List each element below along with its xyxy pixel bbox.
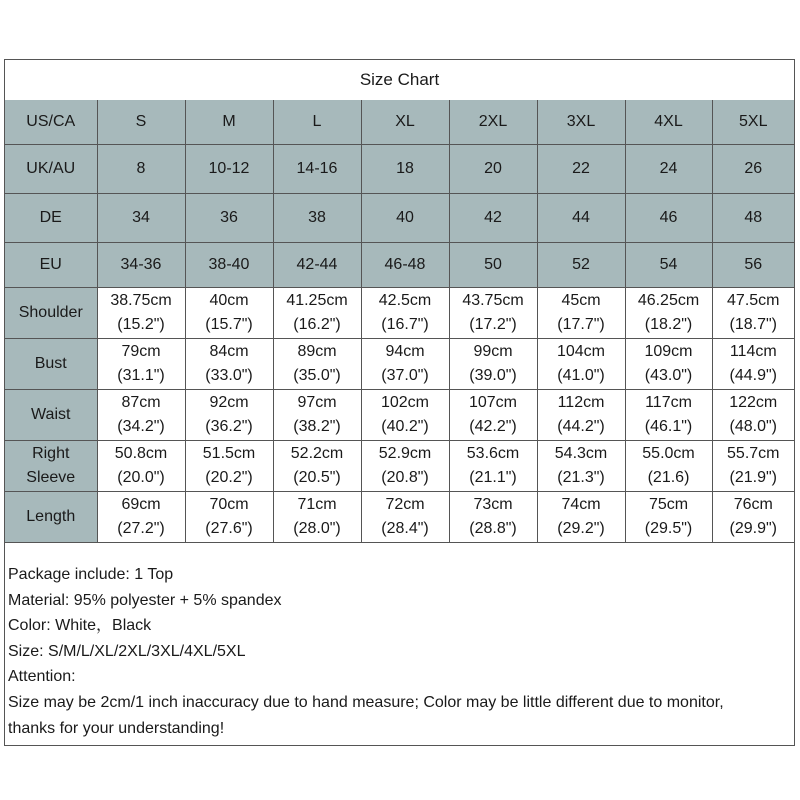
inch-value: (18.2") bbox=[644, 316, 693, 333]
cm-value: 107cm bbox=[468, 394, 518, 411]
inch-value: (48.0") bbox=[729, 418, 777, 435]
cm-value: 75cm bbox=[648, 496, 689, 513]
inch-value: (15.7") bbox=[205, 316, 253, 333]
cm-value: 112cm bbox=[557, 394, 605, 411]
measurement-cell bbox=[273, 390, 361, 441]
size-cell: 8 bbox=[97, 145, 185, 194]
cm-value: 52.2cm bbox=[290, 445, 344, 462]
size-cell: 50 bbox=[449, 243, 537, 288]
inch-value: (29.2") bbox=[557, 520, 605, 537]
cm-value: 51.5cm bbox=[202, 445, 256, 462]
inch-value: (16.7") bbox=[381, 316, 429, 333]
inch-value: (20.0") bbox=[117, 469, 165, 486]
inch-value: (28.8") bbox=[469, 520, 517, 537]
size-cell: 24 bbox=[625, 145, 712, 194]
size-table bbox=[5, 100, 794, 543]
inch-value: (27.2") bbox=[117, 520, 165, 537]
cm-value: 74cm bbox=[561, 496, 601, 513]
cm-value: 76cm bbox=[733, 496, 773, 513]
size-cell: 34 bbox=[97, 194, 185, 243]
cm-value: 89cm bbox=[297, 343, 337, 360]
inch-value: (41.0") bbox=[557, 367, 605, 384]
size-cell: 5XL bbox=[712, 100, 794, 145]
measurement-cell bbox=[185, 390, 273, 441]
inch-value: (39.0") bbox=[469, 367, 517, 384]
measurement-cell bbox=[273, 288, 361, 339]
row-label-line: Right bbox=[32, 445, 70, 462]
inch-value: (21.1") bbox=[469, 469, 517, 486]
inch-value: (27.6") bbox=[205, 520, 253, 537]
cm-value: 84cm bbox=[209, 343, 249, 360]
size-cell: 36 bbox=[185, 194, 273, 243]
measurement-cell bbox=[537, 390, 625, 441]
cm-value: 46.25cm bbox=[637, 292, 700, 309]
measurement-cell bbox=[185, 492, 273, 543]
cm-value: 79cm bbox=[121, 343, 161, 360]
inch-value: (29.5") bbox=[644, 520, 693, 537]
measurement-cell bbox=[712, 492, 794, 543]
note-line: Package include: 1 Top bbox=[8, 566, 174, 583]
size-cell: 54 bbox=[625, 243, 712, 288]
measurement-cell bbox=[97, 492, 185, 543]
measurement-cell bbox=[185, 288, 273, 339]
size-cell: 14-16 bbox=[273, 145, 361, 194]
measurement-cell bbox=[537, 441, 625, 492]
size-cell: S bbox=[97, 100, 185, 145]
measurement-cell bbox=[449, 390, 537, 441]
cm-value: 55.7cm bbox=[727, 445, 780, 462]
measurement-cell bbox=[625, 492, 712, 543]
measurement-cell bbox=[273, 492, 361, 543]
measurement-cell bbox=[712, 288, 794, 339]
note-line: Size may be 2cm/1 inch inaccuracy due to hand measure; Color may be little different due to monitor, bbox=[8, 693, 724, 711]
measurement-cell bbox=[449, 441, 537, 492]
cm-value: 94cm bbox=[385, 343, 425, 360]
size-cell: 46-48 bbox=[361, 243, 449, 288]
note-line: Color: White，Black bbox=[8, 617, 152, 635]
size-cell: M bbox=[185, 100, 273, 145]
chart-title: Size Chart bbox=[5, 60, 794, 101]
region-row bbox=[5, 145, 794, 194]
size-cell: 52 bbox=[537, 243, 625, 288]
size-cell: 4XL bbox=[625, 100, 712, 145]
inch-value: (20.2") bbox=[205, 469, 253, 486]
cm-value: 41.25cm bbox=[286, 292, 348, 309]
inch-value: (42.2") bbox=[469, 418, 517, 435]
inch-value: (31.1") bbox=[117, 367, 165, 384]
measurement-cell bbox=[537, 288, 625, 339]
inch-value: (18.7") bbox=[729, 316, 777, 333]
note-line: Attention: bbox=[8, 668, 76, 686]
size-cell: 34-36 bbox=[97, 243, 185, 288]
measurement-row bbox=[5, 441, 794, 492]
row-label: US/CA bbox=[5, 100, 97, 145]
measurement-cell bbox=[712, 441, 794, 492]
size-cell: 48 bbox=[712, 194, 794, 243]
cm-value: 45cm bbox=[561, 292, 601, 309]
inch-value: (15.2") bbox=[117, 316, 165, 333]
row-label-line: Sleeve bbox=[26, 469, 76, 486]
inch-value: (33.0") bbox=[205, 367, 253, 384]
inch-value: (21.9") bbox=[729, 469, 777, 486]
measurement-cell bbox=[97, 390, 185, 441]
inch-value: (37.0") bbox=[381, 367, 429, 384]
measurement-cell bbox=[537, 492, 625, 543]
cm-value: 71cm bbox=[297, 496, 337, 513]
inch-value: (40.2") bbox=[381, 418, 429, 435]
row-label-line: Length bbox=[26, 508, 76, 525]
inch-value: (17.7") bbox=[557, 316, 605, 333]
measurement-cell bbox=[273, 339, 361, 390]
measurement-cell bbox=[625, 339, 712, 390]
size-cell: 38-40 bbox=[185, 243, 273, 288]
inch-value: (46.1") bbox=[644, 418, 693, 435]
cm-value: 97cm bbox=[297, 394, 337, 411]
measurement-row bbox=[5, 390, 794, 441]
inch-value: (17.2") bbox=[469, 316, 517, 333]
measurement-cell bbox=[185, 339, 273, 390]
measurement-cell bbox=[449, 339, 537, 390]
cm-value: 104cm bbox=[556, 343, 606, 360]
row-label: EU bbox=[5, 243, 97, 288]
inch-value: (20.5") bbox=[293, 469, 341, 486]
size-cell: 38 bbox=[273, 194, 361, 243]
size-cell: 42 bbox=[449, 194, 537, 243]
inch-value: (43.0") bbox=[644, 367, 693, 384]
size-cell: 26 bbox=[712, 145, 794, 194]
size-cell: 56 bbox=[712, 243, 794, 288]
measurement-cell bbox=[449, 288, 537, 339]
cm-value: 87cm bbox=[121, 394, 161, 411]
measurement-cell bbox=[97, 339, 185, 390]
row-label bbox=[5, 339, 97, 390]
row-label: UK/AU bbox=[5, 145, 97, 194]
size-cell: 20 bbox=[449, 145, 537, 194]
measurement-row bbox=[5, 492, 794, 543]
row-label-line: Bust bbox=[34, 355, 67, 372]
size-chart bbox=[4, 59, 795, 746]
inch-value: (21.3") bbox=[557, 469, 605, 486]
cm-value: 50.8cm bbox=[114, 445, 168, 462]
cm-value: 117cm bbox=[645, 394, 692, 411]
measurement-cell bbox=[361, 441, 449, 492]
row-label bbox=[5, 288, 97, 339]
cm-value: 52.9cm bbox=[378, 445, 432, 462]
row-label bbox=[5, 492, 97, 543]
inch-value: (29.9") bbox=[729, 520, 777, 537]
inch-value: (44.2") bbox=[557, 418, 605, 435]
cm-value: 122cm bbox=[729, 394, 778, 411]
cm-value: 40cm bbox=[209, 292, 249, 309]
cm-value: 53.6cm bbox=[466, 445, 520, 462]
inch-value: (44.9") bbox=[729, 367, 777, 384]
measurement-cell bbox=[712, 339, 794, 390]
region-row bbox=[5, 243, 794, 288]
row-label-line: Waist bbox=[31, 406, 71, 423]
row-label bbox=[5, 441, 97, 492]
measurement-cell bbox=[361, 492, 449, 543]
inch-value: (38.2") bbox=[293, 418, 341, 435]
size-cell: 42-44 bbox=[273, 243, 361, 288]
cm-value: 69cm bbox=[121, 496, 161, 513]
measurement-row bbox=[5, 339, 794, 390]
cm-value: 38.75cm bbox=[110, 292, 172, 309]
inch-value: (34.2") bbox=[117, 418, 165, 435]
row-label bbox=[5, 390, 97, 441]
measurement-cell bbox=[537, 339, 625, 390]
cm-value: 47.5cm bbox=[727, 292, 780, 309]
size-cell: 2XL bbox=[449, 100, 537, 145]
size-cell: 18 bbox=[361, 145, 449, 194]
size-cell: XL bbox=[361, 100, 449, 145]
inch-value: (20.8") bbox=[381, 469, 429, 486]
row-label-line: Shoulder bbox=[18, 304, 83, 321]
measurement-cell bbox=[712, 390, 794, 441]
inch-value: (36.2") bbox=[205, 418, 253, 435]
size-cell: 10-12 bbox=[185, 145, 273, 194]
measurement-cell bbox=[361, 339, 449, 390]
size-cell: 46 bbox=[625, 194, 712, 243]
inch-value: (35.0") bbox=[293, 367, 341, 384]
size-cell: 22 bbox=[537, 145, 625, 194]
measurement-cell bbox=[185, 441, 273, 492]
note-line: thanks for your understanding! bbox=[8, 719, 225, 737]
cm-value: 99cm bbox=[473, 343, 513, 360]
cm-value: 72cm bbox=[385, 496, 425, 513]
cm-value: 109cm bbox=[644, 343, 693, 360]
note-line: Size: S/M/L/XL/2XL/3XL/4XL/5XL bbox=[8, 642, 246, 660]
measurement-cell bbox=[625, 288, 712, 339]
product-notes bbox=[8, 562, 793, 741]
region-row bbox=[5, 194, 794, 243]
region-row bbox=[5, 100, 794, 145]
size-cell: 3XL bbox=[537, 100, 625, 145]
measurement-cell bbox=[361, 390, 449, 441]
inch-value: (28.0") bbox=[293, 520, 341, 537]
cm-value: 102cm bbox=[380, 394, 430, 411]
note-line: Material: 95% polyester + 5% spandex bbox=[8, 591, 282, 609]
cm-value: 70cm bbox=[209, 496, 249, 513]
cm-value: 73cm bbox=[473, 496, 513, 513]
measurement-cell bbox=[625, 441, 712, 492]
measurement-cell bbox=[97, 441, 185, 492]
cm-value: 114cm bbox=[729, 343, 777, 360]
cm-value: 92cm bbox=[209, 394, 249, 411]
measurement-row bbox=[5, 288, 794, 339]
row-label: DE bbox=[5, 194, 97, 243]
size-cell: 40 bbox=[361, 194, 449, 243]
inch-value: (21.6) bbox=[647, 469, 690, 486]
measurement-cell bbox=[449, 492, 537, 543]
measurement-cell bbox=[97, 288, 185, 339]
cm-value: 43.75cm bbox=[462, 292, 524, 309]
inch-value: (28.4") bbox=[381, 520, 429, 537]
measurement-cell bbox=[361, 288, 449, 339]
cm-value: 54.3cm bbox=[554, 445, 608, 462]
size-cell: 44 bbox=[537, 194, 625, 243]
cm-value: 55.0cm bbox=[642, 445, 695, 462]
size-cell: L bbox=[273, 100, 361, 145]
inch-value: (16.2") bbox=[293, 316, 341, 333]
measurement-cell bbox=[625, 390, 712, 441]
measurement-cell bbox=[273, 441, 361, 492]
cm-value: 42.5cm bbox=[378, 292, 432, 309]
